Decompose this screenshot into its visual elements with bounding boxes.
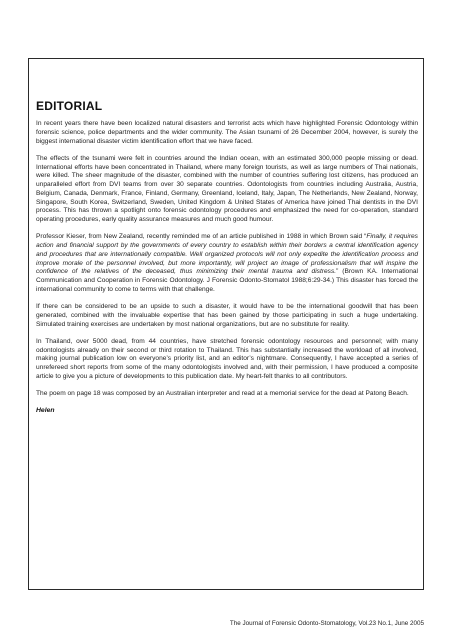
paragraph-tsunami-effects: The effects of the tsunami were felt in countries around the Indian ocean, with an estimated 300,000 people missing or dead. International efforts have been concentrated in Thailand, where many foreign tourists, as well as large numbers of Thai nationals, were killed. The sheer magnitude of the disaster, combined with the number of countries suffering lost citizens, has produced an unparalleled effort from DVI teams from over 30 separate countries. Odontologists from countries including Australia, Austria, Belgium, Canada, Denmark, France, Finland, Germany, Greenland, Iceland, Italy, Japan, The Netherlands, New Zealand, Norway, Singapore, South Korea, Switzerland, Sweden, United Kingdom & United States of America have joined Thai dentists in the DVI process. This has thrown a spotlight onto forensic odontology procedures and emphasized the need for co-operation, standard operating procedures, early quality assurance measures and much good humour. bbox=[36, 154, 418, 223]
editor-signature: Helen bbox=[36, 407, 55, 415]
paragraph-brown-quote bbox=[36, 233, 418, 294]
editorial-section bbox=[36, 99, 418, 414]
quote-text: Finally, it requires action and financial support by the governments of every country to establish within their borders a central identification agency and procedures that are internationally compatible. Well organized protocols will not only expedite the identification process and improve morale of the personnel involved, but more importantly, will project an image of professionalism that will inspire the confidence of the relatives of the deceased, thus minimizing their mental trauma and distress. bbox=[36, 233, 418, 276]
journal-footer: The Journal of Forensic Odonto-Stomatology, Vol.23 No.1, June 2005 bbox=[229, 620, 424, 627]
quote-citation: ” (Brown KA. International Communication and Cooperation in Forensic Odontology. J Forensic Odonto-Stomatol 1988;6:29-34.) This disaster has forced the international community to come to terms with that challenge. bbox=[36, 268, 418, 293]
paragraph-goodwill: If there can be considered to be an upside to such a disaster, it would have to be the international goodwill that has been generated, combined with the invaluable expertise that has been gained by those participating in such a huge undertaking. Simulated training exercises are undertaken by most national organizations, but are no substitute for reality. bbox=[36, 303, 418, 328]
quote-lead-in: Professor Kieser, from New Zealand, recently reminded me of an article published in 1988 in which Brown said “ bbox=[36, 233, 367, 241]
paragraph-thailand-workload: In Thailand, over 5000 dead, from 44 countries, have stretched forensic odontology resources and personnel; with many odontologists already on their second or third rotation to Thailand. This has substantially increased the workload of all involved, making journal publication low on everyone’s priority list, and an editor’s nightmare. Consequently, I have accepted a series of unrefereed short reports from some of the many odontologists involved and, with their permission, I have produced a composite article to give you a picture of developments to this publication date. My heart-felt thanks to all contributors. bbox=[36, 337, 418, 380]
editorial-title: EDITORIAL bbox=[36, 99, 103, 113]
paragraph-intro: In recent years there have been localized natural disasters and terrorist acts which have highlighted Forensic Odontology within forensic science, police departments and the wider community. The Asian tsunami of 26 December 2004, however, is surely the biggest international disaster victim identification effort that we have faced. bbox=[36, 120, 418, 145]
paragraph-poem-note: The poem on page 18 was composed by an Australian interpreter and read at a memorial service for the dead at Patong Beach. bbox=[36, 390, 409, 397]
